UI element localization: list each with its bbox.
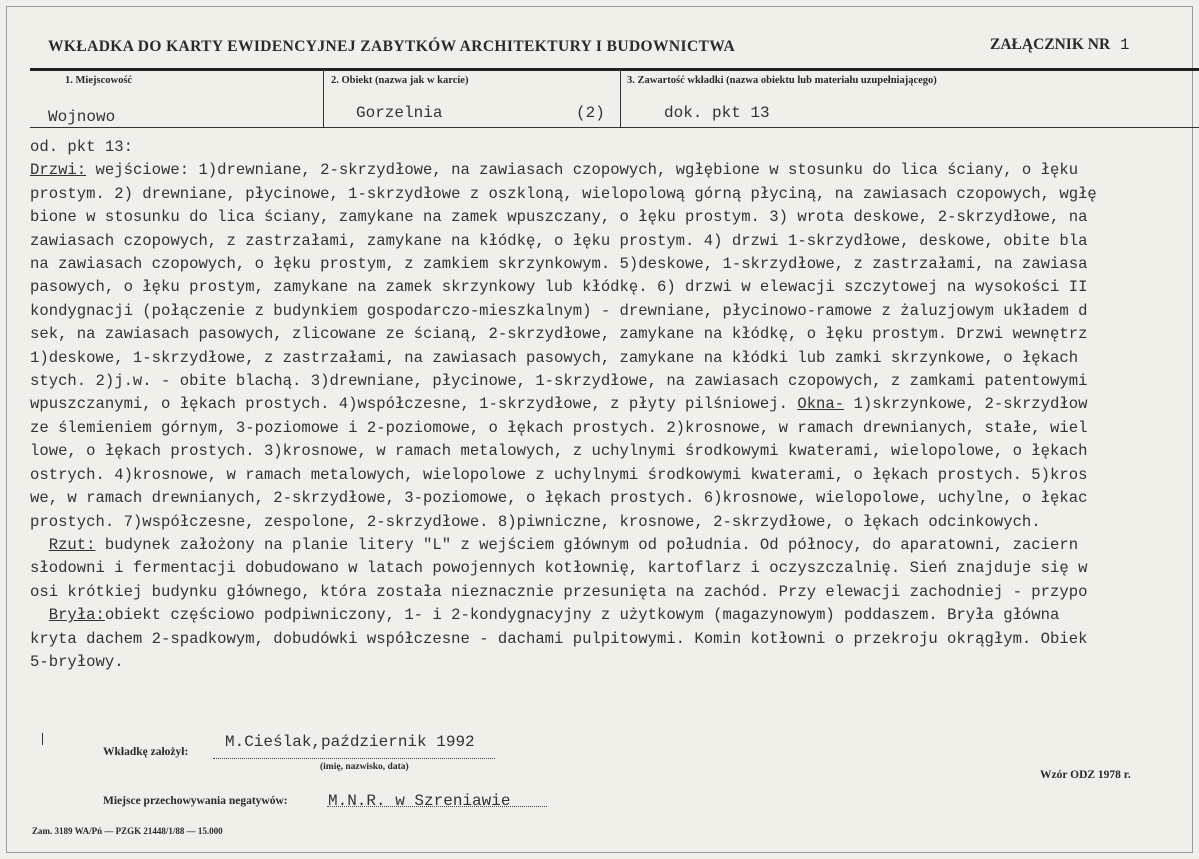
description-text — [30, 136, 1199, 674]
text-line — [30, 464, 1199, 487]
text-line — [30, 183, 1199, 206]
doors-heading: Drzwi: — [30, 161, 87, 180]
content-label: 3. Zawartość wkładki (nazwa obiektu lub materiału uzupełniającego) — [627, 75, 937, 86]
doors-text: 1)deskowe, 1-skrzydłowe, z zastrzałami, na zawiasach pasowych, zamykane na kłódki lub zamki skrzynkowe, o łękach — [30, 348, 1079, 367]
author-value: M.Cieślak,październik 1992 — [225, 733, 475, 751]
doors-text: bione w stosunku do lica ściany, zamykane na zamek wpuszczany, o łęku prostym. 3) wrota deskowe, 2-skrzydłowe, na — [30, 208, 1088, 227]
doors-text: sek, na zawiasach pasowych, zlicowane ze ścianą, 2-skrzydłowe, zamykane na kłódkę, o łęku prostym. Drzwi wewnętrz — [30, 325, 1088, 344]
text-line — [30, 651, 1199, 674]
doors-text: wpuszczanymi, o łękach prostych. 4)współczesne, 1-skrzydłowe, z płyty pilśniowej. — [30, 395, 798, 414]
doors-text: kondygnacji (połączenie z budynkiem gospodarczo-mieszkalnym) - drewniane, płycinowo-ramowe z żaluzjowym układem d — [30, 301, 1088, 320]
plan-text: osi krótkiej budynku głównego, która została nieznacznie przesunięta na zachód. Przy elewacji zachodniej - przypo — [30, 582, 1088, 601]
header-rule — [30, 68, 1199, 71]
text-line — [30, 511, 1199, 534]
plan-heading: Rzut: — [48, 535, 96, 554]
locality-value: Wojnowo — [48, 108, 116, 126]
author-caption: (imię, nazwisko, data) — [320, 762, 409, 772]
text-line — [30, 136, 1199, 159]
doors-text: zawiasach czopowych, z zastrzałami, zamykane na kłódkę, o łęku prostym. 4) drzwi 1-skrzydłowe, deskowe, obite bla — [30, 231, 1088, 250]
field-divider-2 — [620, 70, 621, 128]
doors-text: prostym. 2) drewniane, płycinowe, 1-skrzydłowe z oszkloną, wielopolową górną płyciną, na zawiasach czopowych, wgłę — [30, 184, 1097, 203]
object-number: (2) — [576, 104, 605, 122]
author-dotted-line — [213, 758, 495, 759]
annex-heading — [990, 36, 1129, 54]
text-line — [30, 323, 1199, 346]
windows-heading: Okna- — [797, 395, 845, 414]
form-model: Wzór ODZ 1978 r. — [1040, 769, 1131, 781]
section-intro: od. pkt 13: — [30, 138, 133, 156]
text-line — [30, 347, 1199, 370]
text-line — [30, 534, 1199, 557]
mass-text: kryta dachem 2-spadkowym, dobudówki współczesne - dachami pulpitowymi. Komin kotłowni o przekroju okrągłym. Obiek — [30, 629, 1088, 648]
annex-label: ZAŁĄCZNIK NR — [990, 36, 1111, 53]
windows-text: prostych. 7)współczesne, zespolone, 2-skrzydłowe. 8)piwniczne, krosnowe, 2-skrzydłowe, o łękach odcinkowych. — [30, 512, 1041, 531]
content-value: dok. pkt 13 — [664, 104, 770, 122]
annex-number: 1 — [1120, 36, 1130, 54]
doors-text: wejściowe: 1)drewniane, 2-skrzydłowe, na zawiasach czopowych, wgłębione w stosunku do lica ściany, o łęku — [86, 161, 1079, 180]
document-title: WKŁADKA DO KARTY EWIDENCYJNEJ ZABYTKÓW ARCHITEKTURY I BUDOWNICTWA — [48, 38, 736, 55]
doors-text: stych. 2)j.w. - obite blachą. 3)drewniane, płycinowe, 1-skrzydłowe, na zawiasach czopowych, z zamkami patentowymi — [30, 372, 1088, 391]
doors-text: pasowych, o łęku prostym, zamykane na zamek skrzynkowy lub kłódkę. 6) drzwi w elewacji szczytowej na wysokości II — [30, 278, 1088, 297]
text-line — [30, 370, 1199, 393]
mass-text: 5-bryłowy. — [30, 652, 124, 671]
author-label: Wkładkę założył: — [103, 746, 189, 758]
text-line — [30, 393, 1199, 416]
text-line — [30, 206, 1199, 229]
text-line — [30, 300, 1199, 323]
text-line — [30, 557, 1199, 580]
doors-text: na zawiasach czopowych, o łęku prostym, z zamkiem skrzynkowym. 5)deskowe, 1-skrzydłowe, z zastrzałami, na zawiasa — [30, 255, 1088, 274]
text-line — [30, 253, 1199, 276]
negatives-value: M.N.R. w Szreniawie — [328, 792, 511, 810]
text-line — [30, 440, 1199, 463]
windows-text: 1)skrzynkowe, 2-skrzydłow — [844, 395, 1088, 414]
windows-text: we, w ramach drewnianych, 2-skrzydłowe, 3-poziomowe, o łękach prostych. 6)krosnowe, wielopolowe, uchylne, o łękac — [30, 489, 1088, 508]
plan-text: budynek założony na planie litery "L" z wejściem głównym od południa. Od północy, do aparatowni, zaciern — [95, 535, 1079, 554]
text-line — [30, 417, 1199, 440]
negatives-label: Miejsce przechowywania negatywów: — [103, 795, 288, 807]
text-line — [30, 230, 1199, 253]
margin-mark — [42, 733, 43, 745]
text-line — [30, 581, 1199, 604]
windows-text: ze ślemieniem górnym, 3-poziomowe i 2-poziomowe, o łękach prostych. 2)krosnowe, w ramach drewnianych, stałe, wiel — [30, 418, 1088, 437]
text-line — [30, 276, 1199, 299]
text-line — [30, 159, 1199, 182]
mass-heading: Bryła: — [48, 606, 105, 625]
text-line — [30, 628, 1199, 651]
print-order: Zam. 3189 WA/Pń — PZGK 21448/1/88 — 15.000 — [32, 826, 223, 836]
text-line — [30, 604, 1199, 627]
object-label: 2. Obiekt (nazwa jak w karcie) — [331, 75, 469, 86]
fields-bottom-rule — [30, 127, 1199, 128]
plan-text: słodowni i fermentacji dobudowano w latach powojennych kotłownię, kartoflarz i oczyszczalnię. Sień znajduje się w — [30, 559, 1088, 578]
mass-text: obiekt częściowo podpiwniczony, 1- i 2-kondygnacyjny z użytkowym (magazynowym) poddaszem. Bryła główna — [104, 606, 1060, 625]
object-value: Gorzelnia — [356, 104, 443, 122]
windows-text: ostrych. 4)krosnowe, w ramach metalowych, wielopolowe z uchylnymi środkowymi kwaterami, o łękach prostych. 5)kros — [30, 465, 1088, 484]
locality-label: 1. Miejscowość — [65, 75, 133, 86]
field-divider-1 — [323, 70, 324, 128]
text-line — [30, 487, 1199, 510]
windows-text: lowe, o łękach prostych. 3)krosnowe, w ramach metalowych, z uchylnymi środkowymi kwaterami, wielopolowe, o łękach — [30, 442, 1088, 461]
